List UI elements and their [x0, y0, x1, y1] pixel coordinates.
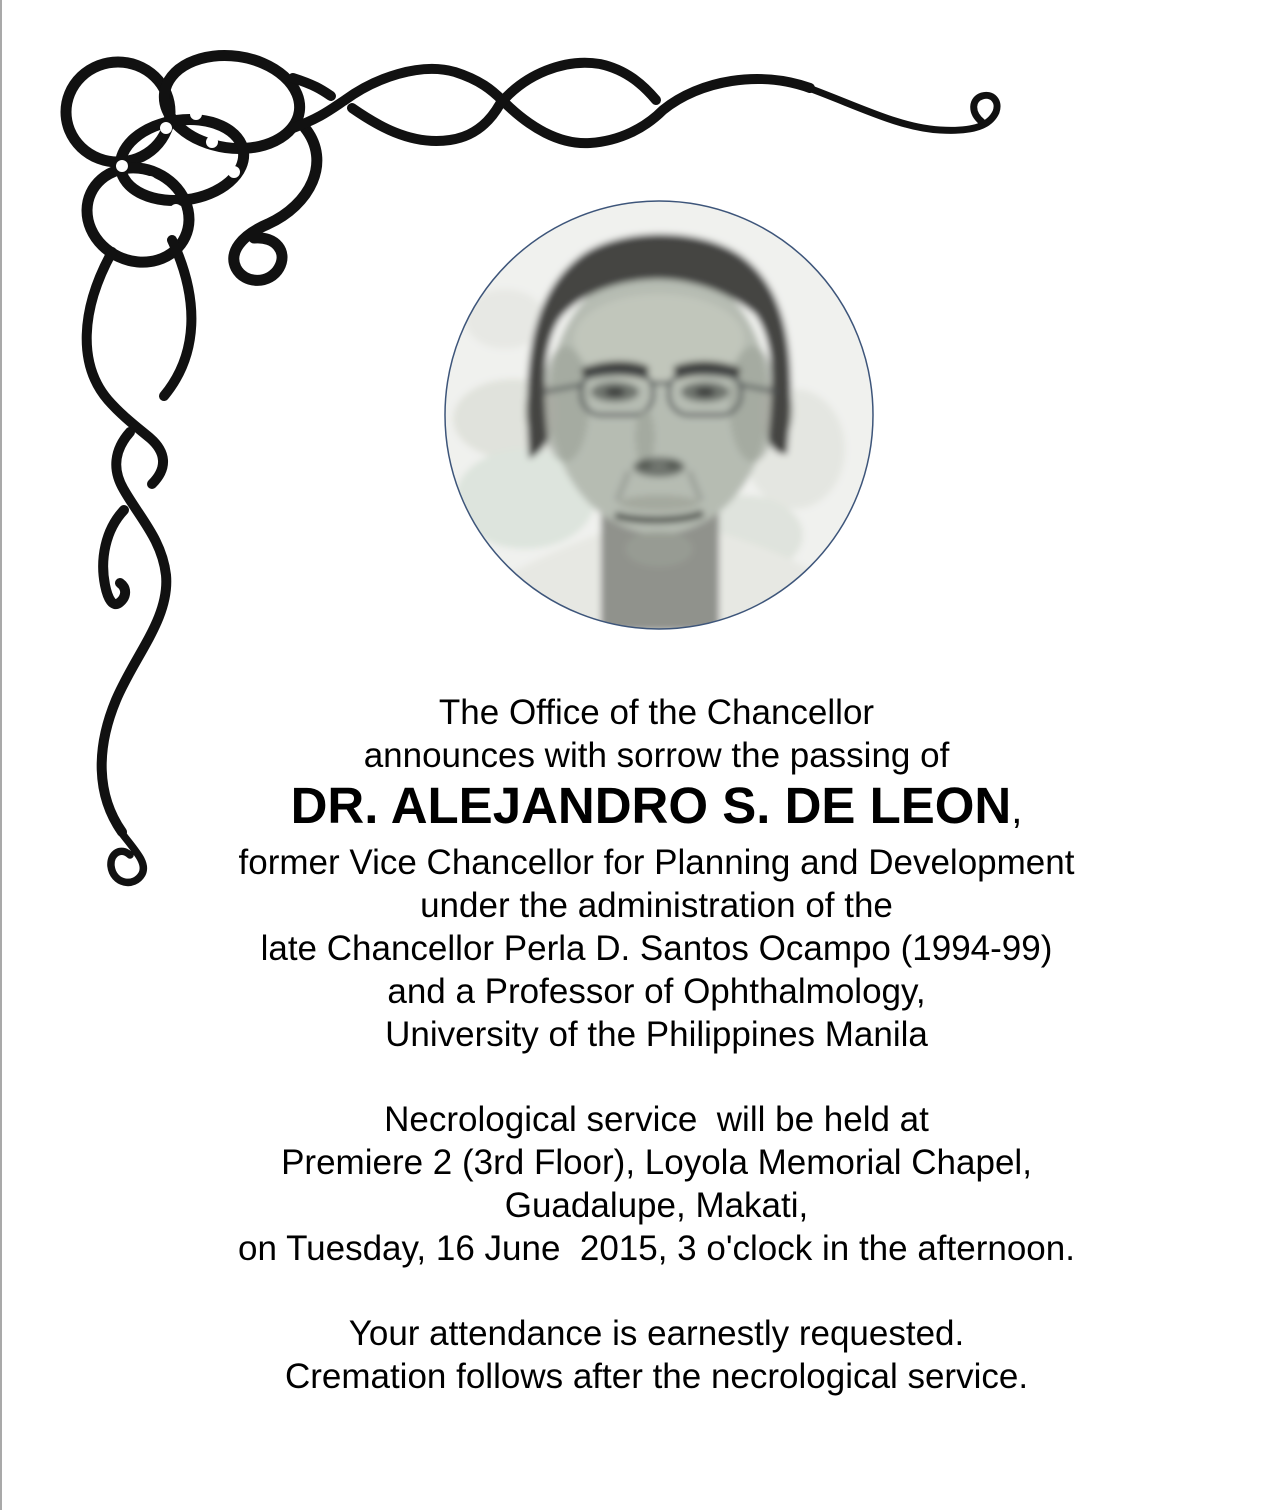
announcement-text-block: [0, 691, 1275, 1398]
closing-line-2: Cremation follows after the necrological service.: [284, 1357, 1029, 1396]
closing-line-1: Your attendance is earnestly requested.: [348, 1314, 965, 1353]
portrait-photo: [443, 199, 875, 631]
service-line-1: Necrological service will be held at: [384, 1100, 929, 1139]
title-line-1: former Vice Chancellor for Planning and Development: [238, 843, 1075, 882]
intro-line-1: The Office of the Chancellor: [438, 693, 875, 732]
title-line-5: University of the Philippines Manila: [385, 1015, 928, 1054]
title-line-3: late Chancellor Perla D. Santos Ocampo (1994-99): [260, 929, 1053, 968]
title-line-2: under the administration of the: [420, 886, 893, 925]
deceased-name-comma: ,: [1011, 788, 1023, 832]
intro-line-2: announces with sorrow the passing of: [363, 736, 950, 775]
title-line-4: and a Professor of Ophthalmology,: [387, 972, 926, 1011]
service-line-2: Premiere 2 (3rd Floor), Loyola Memorial Chapel,: [281, 1143, 1032, 1182]
deceased-name: DR. ALEJANDRO S. DE LEON: [290, 777, 1012, 834]
service-line-3: Guadalupe, Makati,: [504, 1186, 809, 1225]
deceased-name-line: [38, 777, 1275, 841]
service-line-4: on Tuesday, 16 June 2015, 3 o'clock in the afternoon.: [238, 1229, 1075, 1268]
